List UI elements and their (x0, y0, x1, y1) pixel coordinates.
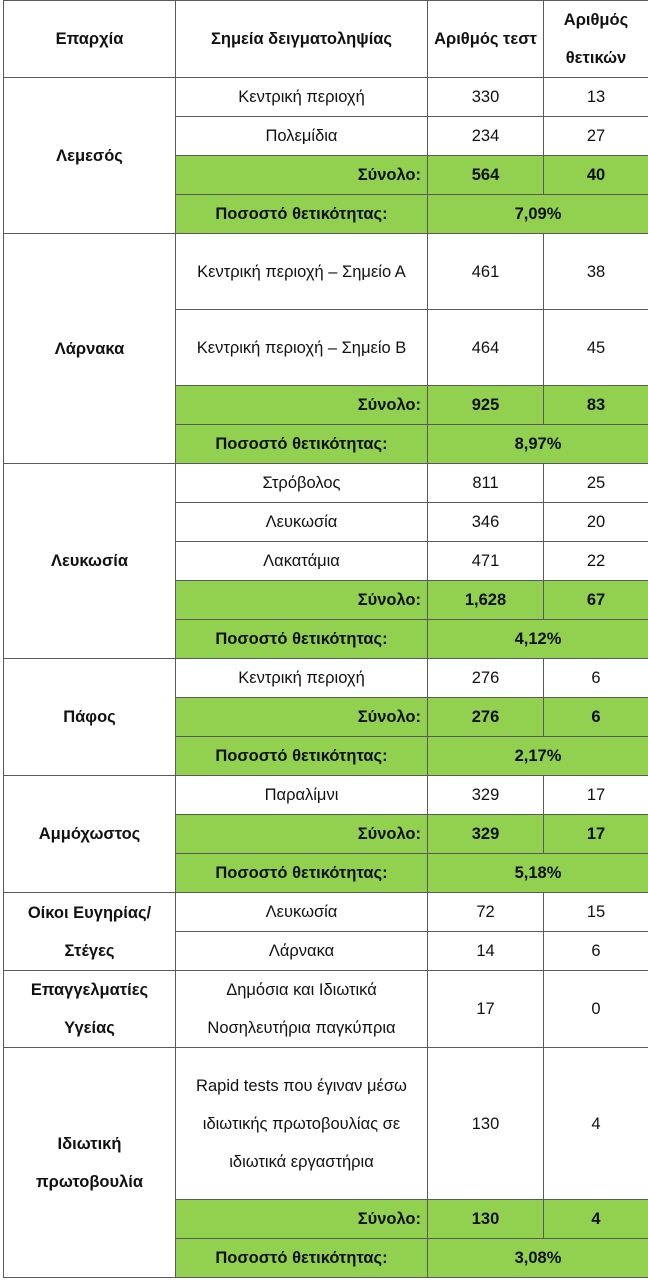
rate-label: Ποσοστό θετικότητας: (176, 1239, 428, 1278)
region-care-homes: Οίκοι Ευγηρίας/Στέγες (4, 893, 176, 971)
region-limassol: Λεμεσός (4, 78, 176, 234)
rate-label: Ποσοστό θετικότητας: (176, 195, 428, 234)
total-label: Σύνολο: (176, 698, 428, 737)
total-label: Σύνολο: (176, 386, 428, 425)
total-positives: 4 (544, 1200, 648, 1239)
rate-value: 7,09% (428, 195, 648, 234)
positives-cell: 6 (544, 659, 648, 698)
region-private-initiative: Ιδιωτική πρωτοβουλία (4, 1048, 176, 1278)
positives-cell: 6 (544, 932, 648, 971)
total-label: Σύνολο: (176, 1200, 428, 1239)
total-positives: 17 (544, 815, 648, 854)
site-cell: Κεντρική περιοχή – Σημείο Β (176, 310, 428, 386)
total-label: Σύνολο: (176, 156, 428, 195)
site-cell: Κεντρική περιοχή (176, 659, 428, 698)
positives-cell: 38 (544, 234, 648, 310)
positives-cell: 20 (544, 503, 648, 542)
site-cell: Πολεμίδια (176, 117, 428, 156)
header-sampling-points: Σημεία δειγματοληψίας (176, 1, 428, 78)
total-positives: 67 (544, 581, 648, 620)
tests-cell: 14 (428, 932, 544, 971)
tests-cell: 17 (428, 971, 544, 1048)
site-cell: Κεντρική περιοχή (176, 78, 428, 117)
header-tests: Αριθμός τεστ (428, 1, 544, 78)
rate-value: 2,17% (428, 737, 648, 776)
header-positives: Αριθμός θετικών (544, 1, 648, 78)
rate-label: Ποσοστό θετικότητας: (176, 620, 428, 659)
region-famagusta: Αμμόχωστος (4, 776, 176, 893)
site-cell: Κεντρική περιοχή – Σημείο Α (176, 234, 428, 310)
total-tests: 276 (428, 698, 544, 737)
total-positives: 40 (544, 156, 648, 195)
tests-cell: 464 (428, 310, 544, 386)
total-label: Σύνολο: (176, 815, 428, 854)
positives-cell: 0 (544, 971, 648, 1048)
tests-cell: 346 (428, 503, 544, 542)
positives-cell: 17 (544, 776, 648, 815)
tests-cell: 330 (428, 78, 544, 117)
rate-label: Ποσοστό θετικότητας: (176, 425, 428, 464)
rate-label: Ποσοστό θετικότητας: (176, 737, 428, 776)
total-tests: 329 (428, 815, 544, 854)
region-health-workers: Επαγγελματίες Υγείας (4, 971, 176, 1048)
tests-cell: 461 (428, 234, 544, 310)
rate-value: 8,97% (428, 425, 648, 464)
tests-cell: 234 (428, 117, 544, 156)
total-tests: 130 (428, 1200, 544, 1239)
site-cell: Rapid tests που έγιναν μέσω ιδιωτικής πρωτοβουλίας σε ιδιωτικά εργαστήρια (176, 1048, 428, 1200)
total-positives: 83 (544, 386, 648, 425)
positives-cell: 25 (544, 464, 648, 503)
positives-cell: 45 (544, 310, 648, 386)
positives-cell: 13 (544, 78, 648, 117)
positives-cell: 4 (544, 1048, 648, 1200)
site-cell: Δημόσια και Ιδιωτικά Νοσηλευτήρια παγκύπρια (176, 971, 428, 1048)
tests-cell: 471 (428, 542, 544, 581)
site-cell: Λευκωσία (176, 503, 428, 542)
region-nicosia: Λευκωσία (4, 464, 176, 659)
rate-value: 5,18% (428, 854, 648, 893)
region-larnaca: Λάρνακα (4, 234, 176, 464)
positives-cell: 15 (544, 893, 648, 932)
rate-value: 4,12% (428, 620, 648, 659)
tests-cell: 130 (428, 1048, 544, 1200)
site-cell: Λακατάμια (176, 542, 428, 581)
rate-value: 3,08% (428, 1239, 648, 1278)
tests-cell: 72 (428, 893, 544, 932)
site-cell: Στρόβολος (176, 464, 428, 503)
positives-cell: 22 (544, 542, 648, 581)
test-results-table (3, 0, 648, 1278)
tests-cell: 276 (428, 659, 544, 698)
site-cell: Λευκωσία (176, 893, 428, 932)
tests-cell: 811 (428, 464, 544, 503)
total-tests: 564 (428, 156, 544, 195)
rate-label: Ποσοστό θετικότητας: (176, 854, 428, 893)
region-paphos: Πάφος (4, 659, 176, 776)
site-cell: Παραλίμνι (176, 776, 428, 815)
total-label: Σύνολο: (176, 581, 428, 620)
header-region: Επαρχία (4, 1, 176, 78)
total-tests: 1,628 (428, 581, 544, 620)
tests-cell: 329 (428, 776, 544, 815)
total-tests: 925 (428, 386, 544, 425)
site-cell: Λάρνακα (176, 932, 428, 971)
positives-cell: 27 (544, 117, 648, 156)
total-positives: 6 (544, 698, 648, 737)
